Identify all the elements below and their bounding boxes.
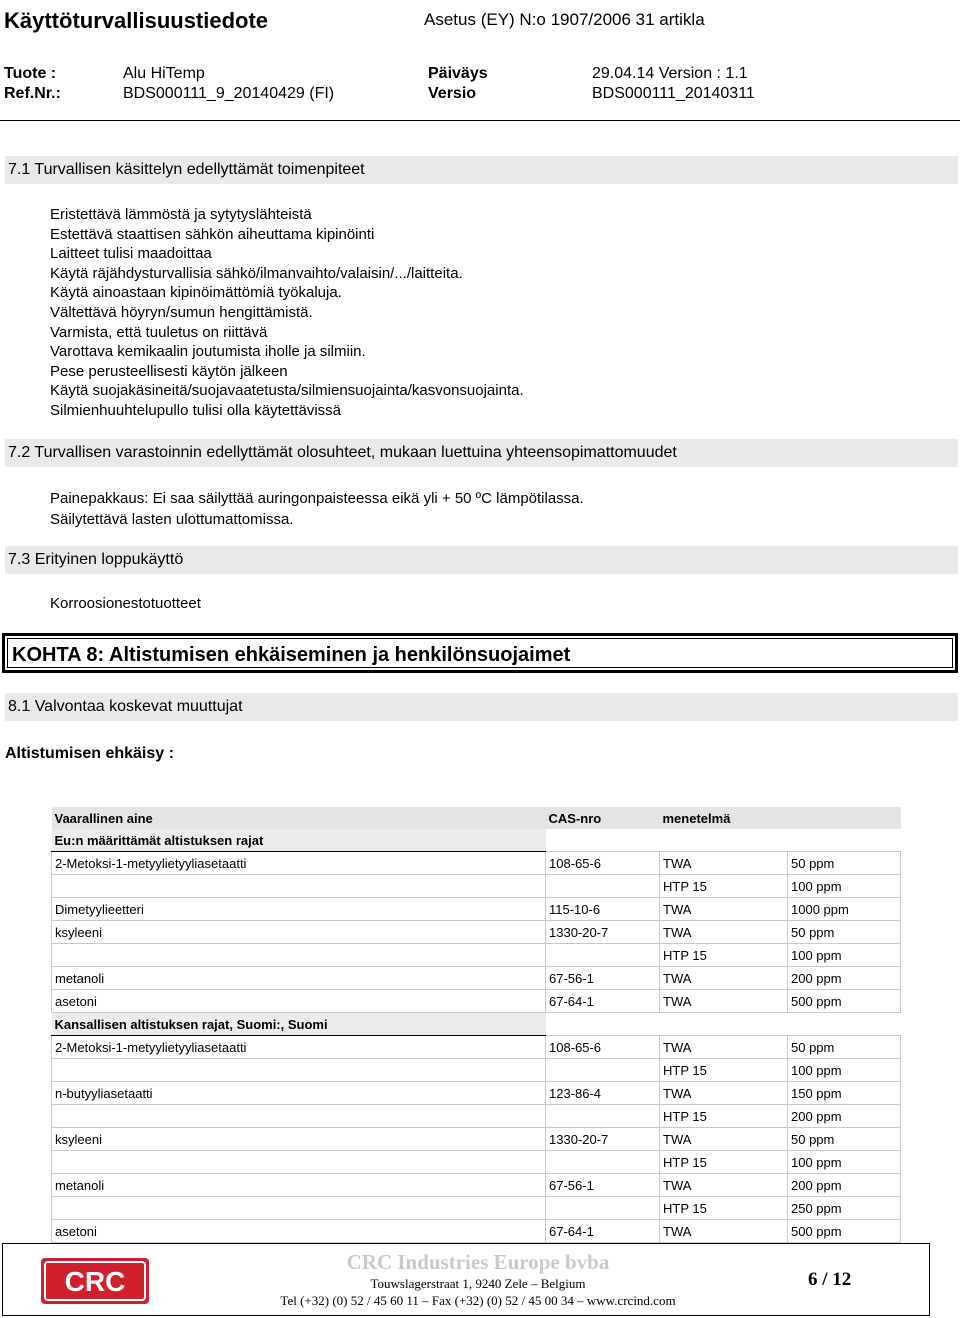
section-7-3-heading: 7.3 Erityinen loppukäyttö: [5, 546, 958, 574]
company-address: Touwslagerstraat 1, 9240 Zele – Belgium: [370, 1276, 586, 1291]
crc-logo-text: CRC: [64, 1266, 126, 1297]
handling-line: Vältettävä höyryn/sumun hengittämistä.: [50, 303, 313, 321]
cell-method: TWA: [660, 1128, 788, 1151]
cell-method: TWA: [660, 967, 788, 990]
crc-logo: [41, 1258, 149, 1304]
table-row: [52, 1220, 901, 1243]
regulation-reference: Asetus (EY) N:o 1907/2006 31 artikla: [424, 10, 705, 29]
cell-cas: 67-56-1: [546, 967, 660, 990]
table-row: [52, 875, 901, 898]
cell-cas: [546, 1105, 660, 1128]
cell-limit: 100 ppm: [788, 944, 901, 967]
table-row: [52, 921, 901, 944]
table-row: [52, 1059, 901, 1082]
cell-substance: n-butyyliasetaatti: [52, 1082, 546, 1105]
version-label: Versio: [428, 85, 477, 102]
section-8-1-heading: 8.1 Valvontaa koskevat muuttujat: [5, 693, 958, 721]
cell-cas: 108-65-6: [546, 852, 660, 875]
cell-limit: 1000 ppm: [788, 898, 901, 921]
header-substance: Vaarallinen aine: [52, 807, 546, 829]
cell-substance: [52, 1151, 546, 1174]
section-8-title: KOHTA 8: Altistumisen ehkäiseminen ja henkilönsuojaimet: [7, 638, 953, 668]
cell-substance: ksyleeni: [52, 921, 546, 944]
cell-cas: [546, 944, 660, 967]
page-number: 6 / 12: [808, 1269, 852, 1290]
section-7-2-heading: 7.2 Turvallisen varastoinnin edellyttämät olosuhteet, mukaan luettuina yhteensopimattomuudet: [5, 439, 958, 467]
cell-method: HTP 15: [660, 1151, 788, 1174]
company-name: CRC Industries Europe bvba: [346, 1250, 610, 1274]
handling-line: Käytä suojakäsineitä/suojavaatetusta/silmiensuojainta/kasvonsuojainta.: [50, 382, 524, 400]
cell-substance: [52, 1059, 546, 1082]
header-divider: [0, 120, 960, 121]
end-use-line: Korroosionestotuotteet: [50, 595, 201, 612]
cell-substance: metanoli: [52, 967, 546, 990]
cell-limit: 100 ppm: [788, 1059, 901, 1082]
section-7-3-body: [50, 594, 201, 614]
document-title: Käyttöturvallisuustiedote: [4, 8, 269, 33]
cell-substance: asetoni: [52, 1220, 546, 1243]
date-value: 29.04.14 Version : 1.1: [592, 65, 748, 82]
handling-line: Käytä räjähdysturvallisia sähkö/ilmanvaihto/valaisin/.../laitteita.: [50, 264, 463, 282]
handling-line: Estettävä staattisen sähkön aiheuttama kipinöinti: [50, 225, 375, 243]
cell-method: HTP 15: [660, 944, 788, 967]
cell-method: TWA: [660, 1174, 788, 1197]
cell-cas: [546, 1197, 660, 1220]
cell-substance: 2-Metoksi-1-metyylietyyliasetaatti: [52, 852, 546, 875]
cell-substance: [52, 1197, 546, 1220]
cell-limit: 100 ppm: [788, 875, 901, 898]
cell-cas: 1330-20-7: [546, 921, 660, 944]
section-7-1-body: [50, 205, 524, 421]
table-row: [52, 1174, 901, 1197]
header-cas: CAS-nro: [546, 807, 660, 829]
cell-cas: 115-10-6: [546, 898, 660, 921]
cell-substance: Dimetyylieetteri: [52, 898, 546, 921]
cell-limit: 50 ppm: [788, 1128, 901, 1151]
cell-limit: 50 ppm: [788, 1036, 901, 1059]
product-value: Alu HiTemp: [123, 65, 205, 82]
cell-substance: asetoni: [52, 990, 546, 1013]
cell-limit: 500 ppm: [788, 990, 901, 1013]
table-row: [52, 1128, 901, 1151]
exposure-label: Altistumisen ehkäisy :: [5, 745, 174, 762]
date-label: Päiväys: [428, 65, 488, 82]
cell-limit: 250 ppm: [788, 1197, 901, 1220]
table-row: [52, 1151, 901, 1174]
table-group-row: [52, 829, 901, 852]
cell-substance: 2-Metoksi-1-metyylietyyliasetaatti: [52, 1036, 546, 1059]
cell-method: TWA: [660, 990, 788, 1013]
handling-line: Silmienhuuhtelupullo tulisi olla käytettävissä: [50, 401, 341, 419]
version-value: BDS000111_20140311: [592, 85, 755, 102]
group-national-limits: Kansallisen altistuksen rajat, Suomi:, Suomi: [52, 1013, 546, 1036]
cell-limit: 500 ppm: [788, 1220, 901, 1243]
cell-cas: [546, 875, 660, 898]
cell-cas: 67-64-1: [546, 990, 660, 1013]
header-method: menetelmä: [660, 807, 788, 829]
cell-limit: 50 ppm: [788, 852, 901, 875]
table-group-row: [52, 1013, 901, 1036]
cell-substance: [52, 875, 546, 898]
cell-method: TWA: [660, 921, 788, 944]
exposure-limits-table: [51, 807, 901, 1243]
cell-cas: [546, 1151, 660, 1174]
cell-method: TWA: [660, 1082, 788, 1105]
cell-cas: 1330-20-7: [546, 1128, 660, 1151]
cell-method: TWA: [660, 852, 788, 875]
storage-line: Painepakkaus: Ei saa säilyttää auringonpaisteessa eikä yli + 50 ºC lämpötilassa.: [50, 490, 584, 507]
table-header-row: [52, 807, 901, 829]
cell-cas: 67-56-1: [546, 1174, 660, 1197]
handling-line: Varottava kemikaalin joutumista iholle ja silmiin.: [50, 343, 366, 361]
group-eu-limits: Eu:n määrittämät altistuksen rajat: [52, 829, 546, 852]
cell-limit: 200 ppm: [788, 1105, 901, 1128]
cell-method: HTP 15: [660, 1059, 788, 1082]
storage-line: Säilytettävä lasten ulottumattomissa.: [50, 511, 294, 528]
handling-line: Eristettävä lämmöstä ja sytytyslähteistä: [50, 206, 312, 223]
table-row: [52, 898, 901, 921]
table-row: [52, 990, 901, 1013]
cell-cas: [546, 1059, 660, 1082]
table-row: [52, 1036, 901, 1059]
product-label: Tuote :: [4, 65, 57, 82]
cell-cas: 67-64-1: [546, 1220, 660, 1243]
table-row: [52, 1082, 901, 1105]
cell-method: HTP 15: [660, 1197, 788, 1220]
page-footer: [2, 1243, 930, 1316]
cell-method: HTP 15: [660, 875, 788, 898]
handling-line: Käytä ainoastaan kipinöimättömiä työkaluja.: [50, 284, 342, 302]
table-row: [52, 967, 901, 990]
cell-limit: 100 ppm: [788, 1151, 901, 1174]
cell-method: TWA: [660, 1036, 788, 1059]
handling-line: Laitteet tulisi maadoittaa: [50, 245, 212, 263]
cell-substance: [52, 1105, 546, 1128]
table-row: [52, 1197, 901, 1220]
cell-method: HTP 15: [660, 1105, 788, 1128]
cell-cas: 108-65-6: [546, 1036, 660, 1059]
cell-substance: metanoli: [52, 1174, 546, 1197]
document-header: [0, 0, 960, 120]
section-7-2-body: [50, 488, 584, 530]
cell-limit: 50 ppm: [788, 921, 901, 944]
cell-limit: 200 ppm: [788, 1174, 901, 1197]
cell-method: TWA: [660, 1220, 788, 1243]
handling-line: Pese perusteellisesti käytön jälkeen: [50, 362, 288, 380]
header-value: [788, 807, 901, 829]
table-row: [52, 944, 901, 967]
cell-limit: 200 ppm: [788, 967, 901, 990]
cell-cas: 123-86-4: [546, 1082, 660, 1105]
table-row: [52, 852, 901, 875]
table-row: [52, 1105, 901, 1128]
cell-substance: [52, 944, 546, 967]
cell-substance: ksyleeni: [52, 1128, 546, 1151]
section-8-title-box: [2, 633, 958, 673]
handling-line: Varmista, että tuuletus on riittävä: [50, 323, 268, 341]
ref-value: BDS000111_9_20140429 (FI): [123, 85, 335, 102]
cell-method: TWA: [660, 898, 788, 921]
section-7-1-heading: 7.1 Turvallisen käsittelyn edellyttämät toimenpiteet: [5, 156, 958, 184]
cell-limit: 150 ppm: [788, 1082, 901, 1105]
ref-label: Ref.Nr.:: [4, 85, 61, 102]
company-contact: Tel (+32) (0) 52 / 45 60 11 – Fax (+32) (0) 52 / 45 00 34 – www.crcind.com: [280, 1293, 676, 1308]
